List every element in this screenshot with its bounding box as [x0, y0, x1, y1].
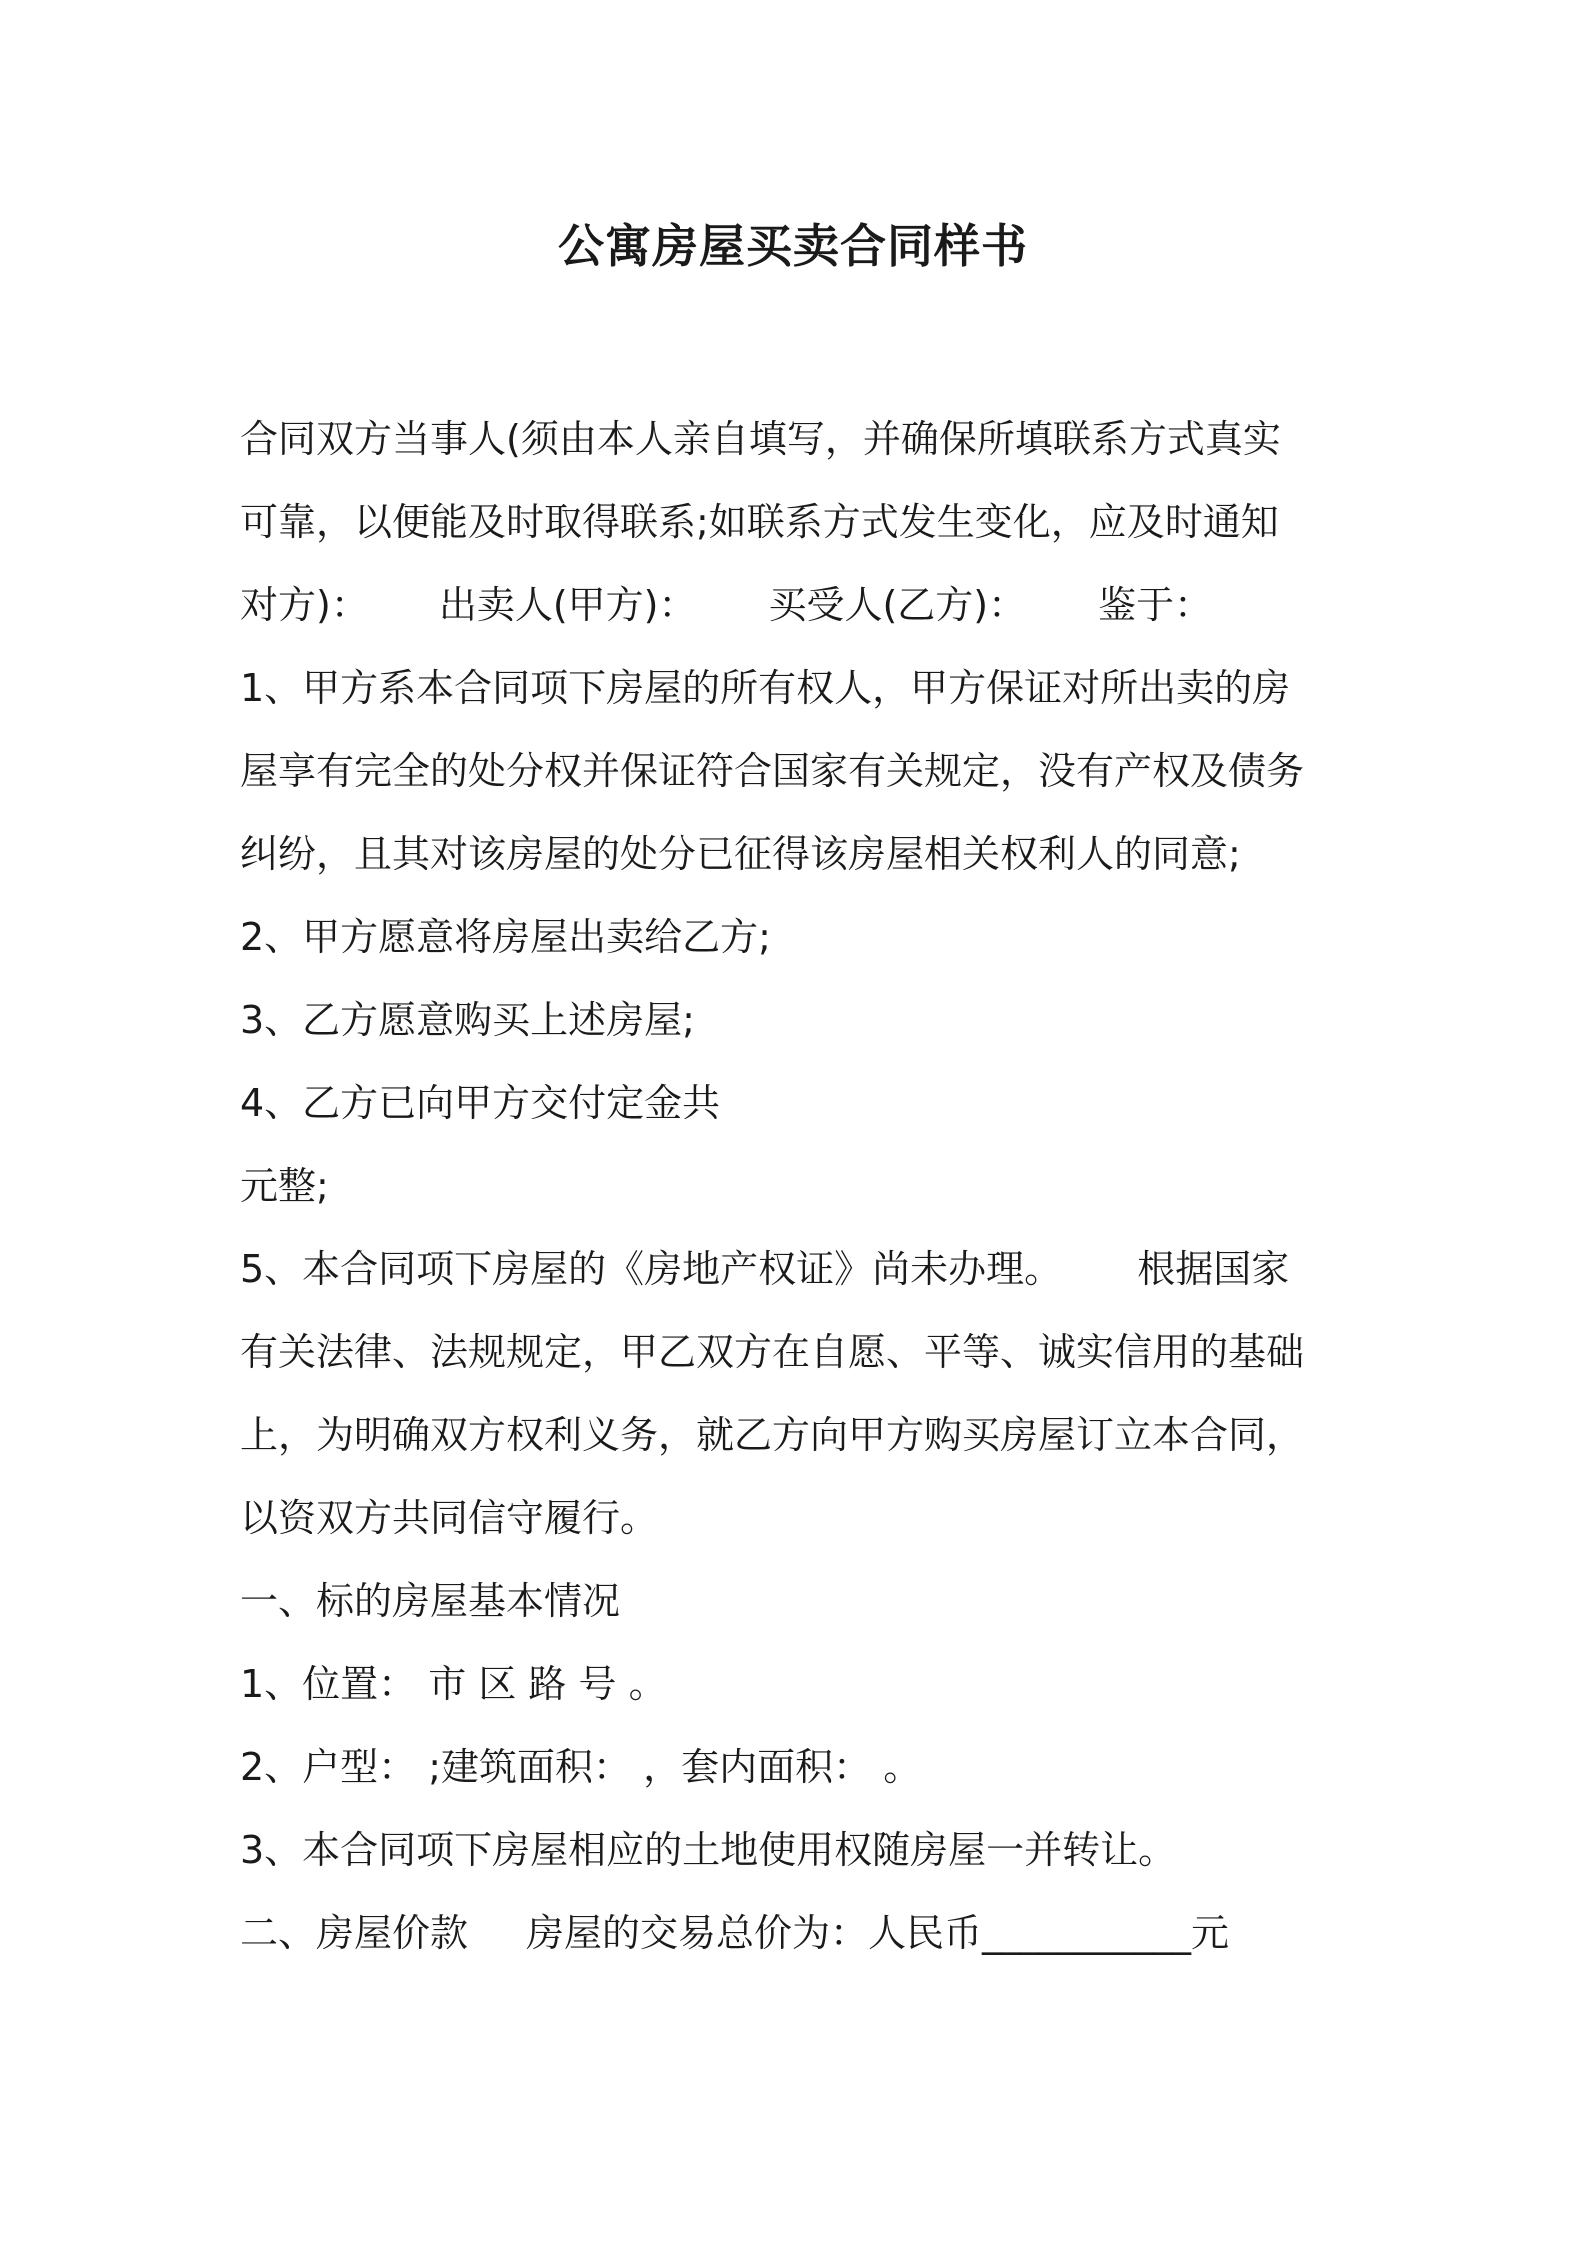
text-line — [240, 1145, 1356, 1228]
paragraph-text: 有关法律、法规规定，甲乙双方在自愿、平等、诚实信用的基础 — [240, 1330, 1305, 1374]
text-line — [240, 730, 1356, 813]
layout-area-field: 2、户型： ;建筑面积： ，套内面积： 。 — [240, 1745, 922, 1789]
text-line — [240, 647, 1356, 730]
paragraph-text: 屋享有完全的处分权并保证符合国家有关规定，没有产权及债务 — [240, 749, 1305, 793]
text-line — [240, 1062, 1356, 1145]
text-line — [240, 1394, 1356, 1477]
buyer-label: 买受人(乙方)： — [768, 583, 1027, 627]
paragraph-text: 根据国家 — [1137, 1247, 1290, 1291]
paragraph-text: 5、本合同项下房屋的《房地产权证》尚未办理。 — [240, 1247, 1063, 1291]
price-field: 房屋的交易总价为：人民币___________元 — [526, 1911, 1230, 1955]
paragraph-text: 元整; — [240, 1164, 329, 1208]
section-heading-text: 一、标的房屋基本情况 — [240, 1579, 621, 1623]
section-heading — [240, 1560, 1356, 1643]
section-heading — [240, 1892, 1356, 1975]
paragraph-text: 4、乙方已向甲方交付定金共 — [240, 1081, 721, 1125]
document-title: 公寓房屋买卖合同样书 — [558, 219, 1028, 273]
paragraph-text: 3、乙方愿意购买上述房屋; — [240, 998, 695, 1042]
text-line — [240, 813, 1356, 896]
text-line — [240, 1726, 1356, 1809]
text-line — [240, 1643, 1356, 1726]
paragraph-text: 1、甲方系本合同项下房屋的所有权人，甲方保证对所出卖的房 — [240, 666, 1291, 710]
text-line — [240, 1311, 1356, 1394]
text-line — [240, 481, 1356, 564]
paragraph-text: 可靠，以便能及时取得联系;如联系方式发生变化，应及时通知 — [240, 500, 1279, 544]
text-line — [240, 398, 1356, 481]
paragraph-text: 合同双方当事人(须由本人亲自填写，并确保所填联系方式真实 — [240, 417, 1281, 461]
document-body — [240, 398, 1356, 1975]
text-line — [240, 1477, 1356, 1560]
paragraph-text: 纠纷，且其对该房屋的处分已征得该房屋相关权利人的同意; — [240, 832, 1241, 876]
location-field: 1、位置： 市 区 路 号 。 — [240, 1662, 667, 1706]
paragraph-text: 上，为明确双方权利义务，就乙方向甲方购买房屋订立本合同， — [240, 1413, 1305, 1457]
text-line — [240, 979, 1356, 1062]
whereas-label: 鉴于： — [1098, 583, 1213, 627]
section-heading-text: 二、房屋价款 — [240, 1911, 469, 1955]
paragraph-text: 以资双方共同信守履行。 — [240, 1496, 659, 1540]
text-line — [240, 1809, 1356, 1892]
parties-label: 对方)： — [240, 583, 369, 627]
paragraph-text: 3、本合同项下房屋相应的土地使用权随房屋一并转让。 — [240, 1828, 1177, 1872]
paragraph-text: 2、甲方愿意将房屋出卖给乙方; — [240, 915, 771, 959]
seller-label: 出卖人(甲方)： — [438, 583, 697, 627]
text-line — [240, 1228, 1356, 1311]
text-line — [240, 896, 1356, 979]
text-line — [240, 564, 1356, 647]
